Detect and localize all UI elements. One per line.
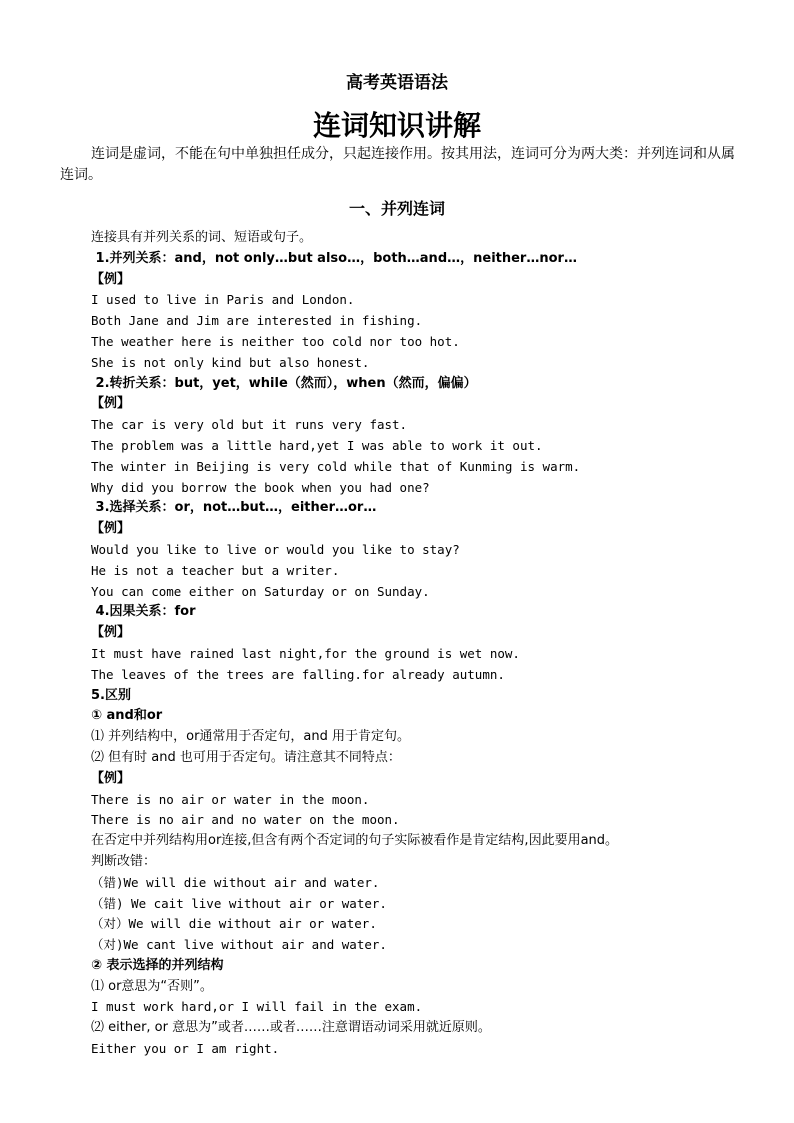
subheading-line: 4.因果关系：for: [91, 604, 196, 620]
subheading-line: 2.转折关系：but，yet，while（然而），when（然而，偏偏）: [91, 375, 477, 391]
text-line: ⑴ 并列结构中，or通常用于否定句，and 用于肯定句。: [91, 729, 411, 745]
section-content: [91, 228, 751, 1060]
document-subtitle: 高考英语语法: [346, 73, 448, 93]
subheading-line: 5.区别: [91, 687, 131, 703]
subheading-line: 【例】: [91, 271, 131, 287]
example-sentence: （对）We will die without air or water.: [91, 916, 377, 932]
example-sentence: I must work hard,or I will fail in the exam.: [91, 999, 423, 1015]
subheading-line: 【例】: [91, 625, 131, 641]
subheading-line: ① and和or: [91, 708, 163, 724]
text-line: ⑵ either, or 意思为”或者……或者……注意谓语动词采用就近原则。: [91, 1020, 491, 1036]
example-sentence: I used to live in Paris and London.: [91, 292, 355, 308]
example-sentence: （对)We cant live without air and water.: [91, 937, 387, 953]
example-sentence: The weather here is neither too cold nor too hot.: [91, 333, 460, 349]
subheading-line: 1.并列关系：and，not only…but also…，both…and…，neither…nor…: [91, 250, 577, 266]
document-title: 连词知识讲解: [312, 109, 481, 142]
intro-paragraph: 连词是虚词，不能在句中单独担任成分，只起连接作用。按其用法，连词可分为两大类：并列连词和从属连词。: [60, 146, 735, 183]
text-line: ⑵ 但有时 and 也可用于否定句。请注意其不同特点：: [91, 749, 401, 765]
example-sentence: There is no air or water in the moon.: [91, 791, 370, 807]
section-heading: 一、并列连词: [348, 199, 445, 218]
example-sentence: Either you or I am right.: [91, 1041, 280, 1057]
example-sentence: Would you like to live or would you like to stay?: [91, 541, 460, 557]
example-sentence: The leaves of the trees are falling.for already autumn.: [91, 666, 505, 682]
text-line: 在否定中并列结构用or连接,但含有两个否定词的句子实际被看作是肯定结构,因此要用and。: [91, 833, 619, 849]
text-line: 判断改错：: [91, 853, 157, 869]
subheading-line: 【例】: [91, 521, 131, 537]
text-line: 连接具有并列关系的词、短语或句子。: [91, 230, 313, 245]
example-sentence: There is no air and no water on the moon.: [91, 812, 400, 828]
example-sentence: You can come either on Saturday or on Sunday.: [91, 583, 430, 599]
subheading-line: 【例】: [91, 770, 131, 786]
example-sentence: Why did you borrow the book when you had one?: [91, 479, 430, 495]
example-sentence: It must have rained last night,for the ground is wet now.: [91, 645, 520, 661]
example-sentence: （错) We cait live without air or water.: [91, 895, 387, 911]
example-sentence: Both Jane and Jim are interested in fishing.: [91, 313, 423, 329]
subheading-line: 3.选择关系：or，not…but…，either…or…: [91, 500, 377, 516]
example-sentence: He is not a teacher but a writer.: [91, 562, 340, 578]
example-sentence: The problem was a little hard,yet I was able to work it out.: [91, 437, 543, 453]
example-sentence: She is not only kind but also honest.: [91, 354, 370, 370]
subheading-line: ② 表示选择的并列结构: [91, 957, 224, 973]
subheading-line: 【例】: [91, 396, 131, 412]
example-sentence: The car is very old but it runs very fast.: [91, 417, 408, 433]
text-line: ⑴ or意思为“否则”。: [91, 978, 213, 994]
example-sentence: （错)We will die without air and water.: [91, 874, 380, 890]
example-sentence: The winter in Beijing is very cold while that of Kunming is warm.: [91, 458, 581, 474]
